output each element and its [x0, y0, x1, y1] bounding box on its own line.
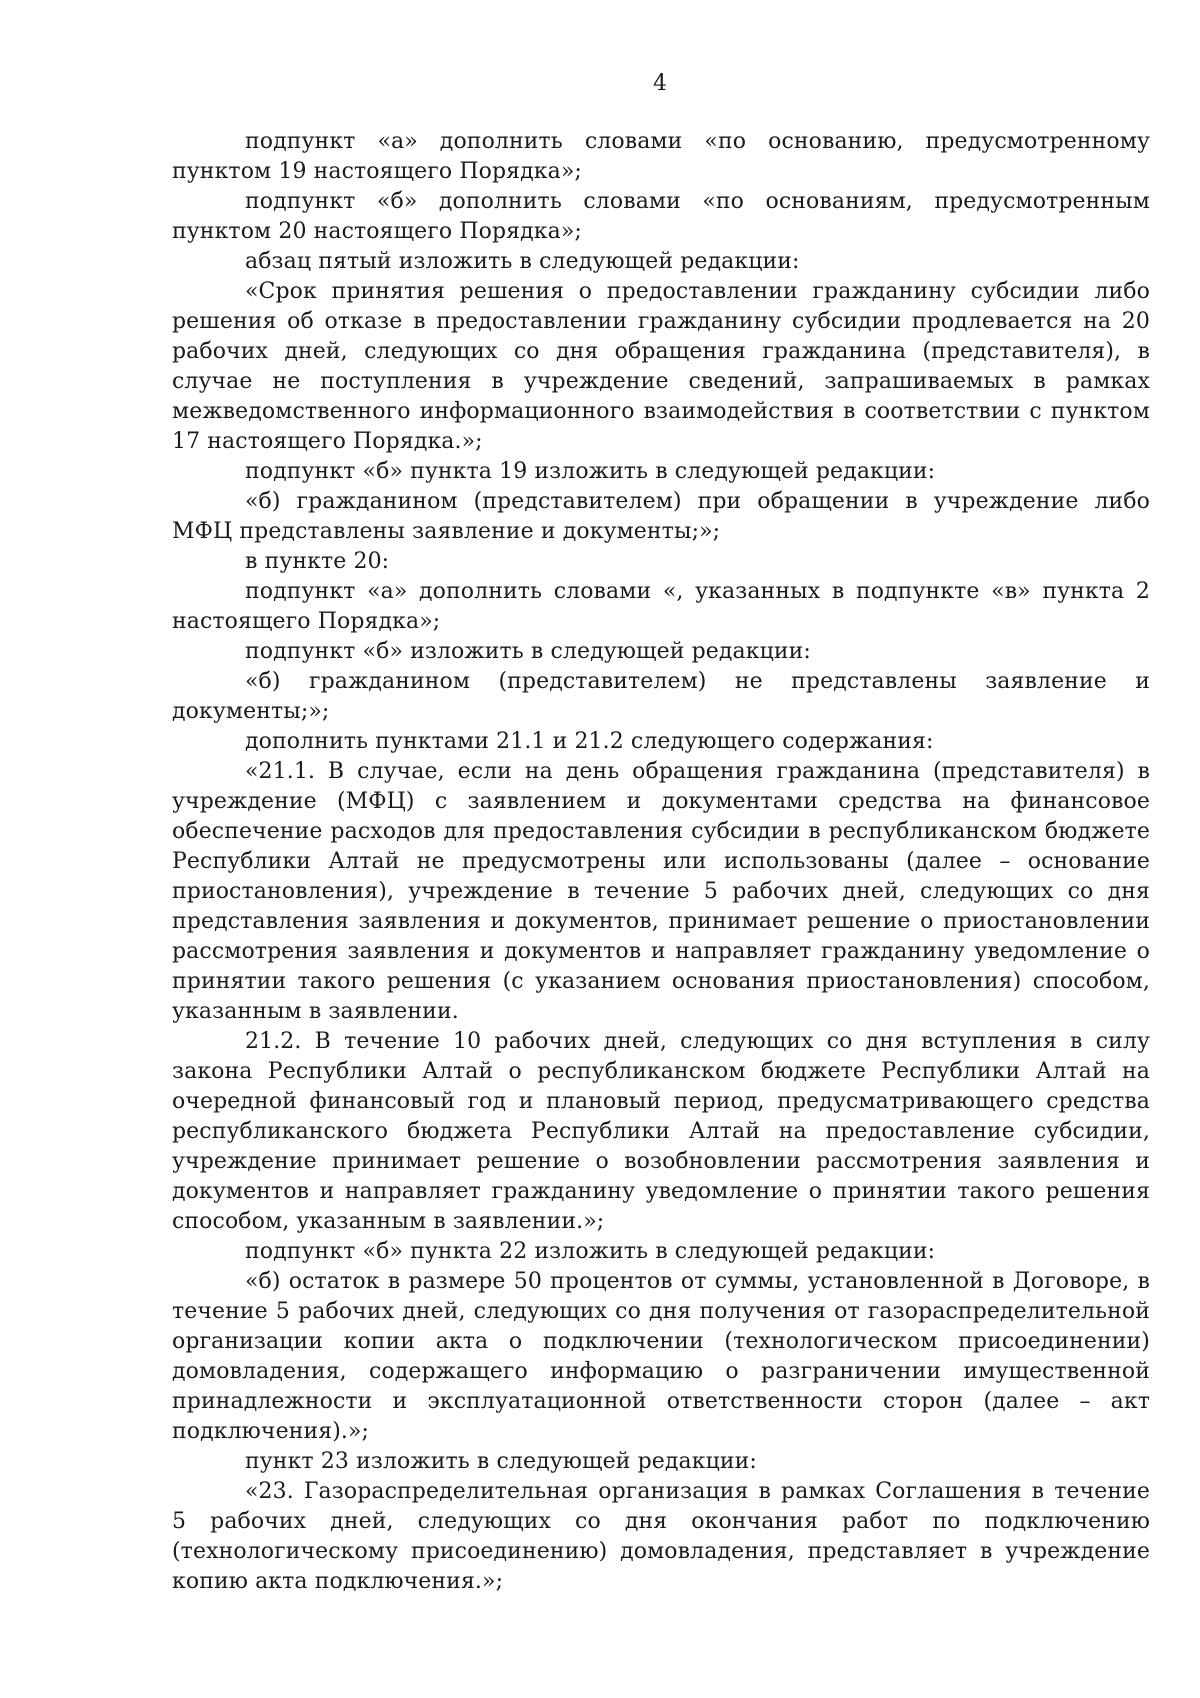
paragraph-item-20-subitem-a: подпункт «а» дополнить словами «, указанных в подпункте «в» пункта 2 настоящего Порядка»; [172, 579, 1150, 634]
paragraph-item-19-intro: подпункт «б» пункта 19 изложить в следующей редакции: [245, 459, 936, 484]
paragraph-item-19-subitem-b: «б) гражданином (представителем) при обращении в учреждение либо МФЦ представлены заявление и документы;»; [172, 489, 1150, 544]
paragraph-item-23: «23. Газораспределительная организация в рамках Соглашения в течение 5 рабочих дней, следующих со дня окончания работ по подключению (технологическому присоединению) домовладения, представляет в учреждение копию акта подключения.»; [172, 1479, 1150, 1594]
paragraph-item-23-intro: пункт 23 изложить в следующей редакции: [245, 1449, 757, 1474]
paragraph-item-21-2: 21.2. В течение 10 рабочих дней, следующих со дня вступления в силу закона Республики Алтай о республиканском бюджете Республики Алтай на очередной финансовый год и плановый период, предусматривающего средства республиканского бюджета Республики Алтай на предоставление субсидии, учреждение принимает решение о возобновлении рассмотрения заявления и документов и направляет гражданину уведомление о принятии такого решения способом, указанным в заявлении.»; [172, 1029, 1150, 1234]
paragraph-item-21-1: «21.1. В случае, если на день обращения гражданина (представителя) в учреждение (МФЦ) с заявлением и документами средства на финансовое обеспечение расходов для предоставления субсидии в республиканском бюджете Республики Алтай не предусмотрены или использованы (далее – основание приостановления), учреждение в течение 5 рабочих дней, следующих со дня представления заявления и документов, принимает решение о приостановлении рассмотрения заявления и документов и направляет гражданину уведомление о принятии такого решения (с указанием основания приостановления) способом, указанным в заявлении. [172, 759, 1150, 1024]
paragraph-fifth-abzac-intro: абзац пятый изложить в следующей редакции: [245, 249, 800, 274]
paragraph-subitem-a-addition: подпункт «а» дополнить словами «по основанию, предусмотренному пунктом 19 настоящего Порядка»; [172, 129, 1150, 184]
paragraph-item-20-subitem-b-intro: подпункт «б» изложить в следующей редакции: [245, 639, 811, 664]
paragraph-subitem-b-addition: подпункт «б» дополнить словами «по основаниям, предусмотренным пунктом 20 настоящего Порядка»; [172, 189, 1150, 244]
paragraph-item-20-subitem-b: «б) гражданином (представителем) не представлены заявление и документы;»; [172, 669, 1150, 724]
paragraph-item-22-subitem-b: «б) остаток в размере 50 процентов от суммы, установленной в Договоре, в течение 5 рабочих дней, следующих со дня получения от газораспределительной организации копии акта о подключении (технологическом присоединении) домовладения, содержащего информацию о разграничении имущественной принадлежности и эксплуатационной ответственности сторон (далее – акт подключения).»; [172, 1269, 1150, 1444]
paragraph-decision-deadline: «Срок принятия решения о предоставлении гражданину субсидии либо решения об отказе в предоставлении гражданину субсидии продлевается на 20 рабочих дней, следующих со дня обращения гражданина (представителя), в случае не поступления в учреждение сведений, запрашиваемых в рамках межведомственного информационного взаимодействия в соответствии с пунктом 17 настоящего Порядка.»; [172, 279, 1150, 454]
page-number: 4 [653, 71, 667, 96]
document-body [172, 127, 1150, 1597]
paragraph-item-22-intro: подпункт «б» пункта 22 изложить в следующей редакции: [245, 1239, 936, 1264]
paragraph-item-20-intro: в пункте 20: [245, 549, 390, 574]
paragraph-items-21-intro: дополнить пунктами 21.1 и 21.2 следующего содержания: [245, 729, 934, 754]
